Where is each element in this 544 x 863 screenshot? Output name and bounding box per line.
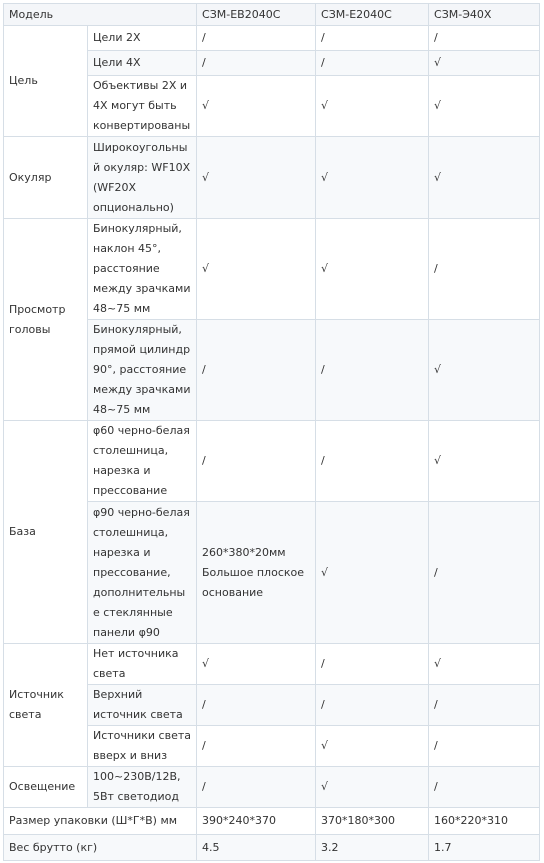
group-head: Просмотр головы [4,219,88,421]
group-eyepiece: Окуляр [4,137,88,219]
value-cell: / [429,219,540,320]
feature-cell: Бинокулярный, наклон 45°, расстояние между зрачками 48~75 мм [88,219,197,320]
feature-cell: Источники света вверх и вниз [88,726,197,767]
group-goal: Цель [4,26,88,137]
table-row [4,835,540,861]
feature-cell: Нет источника света [88,644,197,685]
value-cell: / [197,26,316,51]
value-cell: √ [316,767,429,808]
table-row [4,26,540,51]
feature-cell: Цели 2Х [88,26,197,51]
value-cell: / [429,685,540,726]
header-model-1: СЗМ-ЕВ2040С [197,4,316,26]
value-cell: / [429,726,540,767]
weight-label: Вес брутто (кг) [4,835,197,861]
value-cell: / [316,421,429,502]
value-cell: / [197,421,316,502]
spec-table-wrapper [3,3,540,861]
package-label: Размер упаковки (Ш*Г*В) мм [4,808,197,835]
value-cell: √ [429,137,540,219]
header-model-2: СЗМ-Е2040С [316,4,429,26]
value-cell: 260*380*20мм Большое плоское основание [197,502,316,644]
value-cell: / [429,502,540,644]
value-cell: 160*220*310 [429,808,540,835]
feature-cell: 100~230В/12В, 5Вт светодиод [88,767,197,808]
table-row [4,808,540,835]
feature-cell: Верхний источник света [88,685,197,726]
table-row [4,421,540,502]
feature-cell: Бинокулярный, прямой цилиндр 90°, расстояние между зрачками 48~75 мм [88,320,197,421]
value-cell: / [197,726,316,767]
header-model: Модель [4,4,197,26]
value-cell: √ [197,76,316,137]
feature-cell: Объективы 2Х и 4Х могут быть конвертированы [88,76,197,137]
value-cell: / [197,320,316,421]
table-row [4,137,540,219]
value-cell: / [316,26,429,51]
value-cell: / [316,685,429,726]
value-cell: √ [429,320,540,421]
group-light: Источник света [4,644,88,767]
feature-cell: Широкоугольный окуляр: WF10X (WF20X опционально) [88,137,197,219]
value-cell: / [429,26,540,51]
value-cell: / [316,644,429,685]
value-cell: / [197,51,316,76]
value-cell: √ [316,726,429,767]
value-cell: / [197,767,316,808]
value-cell: √ [429,421,540,502]
value-cell: √ [429,76,540,137]
group-illumination: Освещение [4,767,88,808]
header-model-3: СЗМ-Э40Х [429,4,540,26]
feature-cell: φ90 черно-белая столешница, нарезка и прессование, дополнительные стеклянные панели φ90 [88,502,197,644]
value-cell: 1.7 [429,835,540,861]
value-cell: / [429,767,540,808]
value-cell: / [197,685,316,726]
feature-cell: Цели 4Х [88,51,197,76]
group-base: База [4,421,88,644]
value-cell: √ [316,76,429,137]
value-cell: √ [429,644,540,685]
table-row [4,219,540,320]
value-cell: √ [197,137,316,219]
table-row [4,644,540,685]
header-row [4,4,540,26]
spec-table [3,3,540,861]
value-cell: 390*240*370 [197,808,316,835]
feature-cell: φ60 черно-белая столешница, нарезка и прессование [88,421,197,502]
value-cell: / [316,320,429,421]
value-cell: √ [316,219,429,320]
value-cell: 4.5 [197,835,316,861]
value-cell: √ [316,502,429,644]
value-cell: √ [197,219,316,320]
value-cell: √ [316,137,429,219]
value-cell: √ [429,51,540,76]
value-cell: 3.2 [316,835,429,861]
value-cell: / [316,51,429,76]
table-row [4,767,540,808]
value-cell: 370*180*300 [316,808,429,835]
value-cell: √ [197,644,316,685]
